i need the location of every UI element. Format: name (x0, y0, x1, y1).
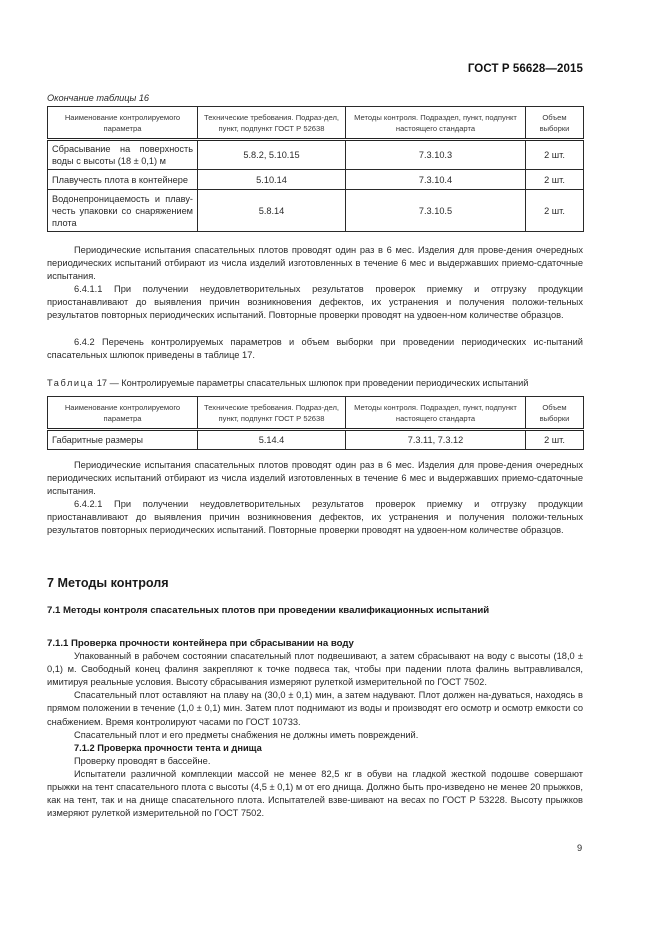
cell-param: Сбрасывание на поверхность воды с высоты (18 ± 0,1) м (48, 140, 198, 170)
table-header-row (48, 107, 584, 140)
column-header: Объем выборки (526, 397, 584, 430)
cell-method: 7.3.10.3 (346, 140, 526, 170)
paragraph (47, 498, 583, 537)
paragraph (47, 650, 583, 689)
paragraph-text: Периодические испытания спасательных плотов проводят один раз в 6 мес. Изделия для прове-дения очередных периодических испытаний отбирают из числа изделий изготовленных в течение 6 мес и выдержавших приемо-сдаточные испытания. (47, 460, 583, 497)
paragraph (47, 459, 583, 498)
paragraph-text: 6.4.2 Перечень контролируемых параметров и объем выборки при проведении периодических ис-пытаний спасательных шлюпок приведены в таблице 17. (47, 337, 583, 361)
cell-qty: 2 шт. (526, 190, 584, 232)
paragraph (47, 689, 583, 728)
paragraph-text: 6.4.2.1 При получении неудовлетворительных результатов проверок приемку и отгрузку продукции приостанавливают до выявления причин возникновения дефектов, их устранения и получения положи-тельных результатов повторных периодических испытаний. Повторные проверки проводят на удвоен-ном количестве образцов. (47, 499, 583, 536)
column-header: Методы контроля. Подраздел, пункт, подпункт настоящего стандарта (346, 107, 526, 140)
subsection-heading: 7.1.2 Проверка прочности тента и днища (74, 742, 262, 753)
table-header-row (48, 397, 584, 430)
paragraph-text: Периодические испытания спасательных плотов проводят один раз в 6 мес. Изделия для прове-дения очередных периодических испытаний отбирают из числа изделий изготовленных в течение 6 мес и выдержавших приемо-сдаточные испытания. (47, 245, 583, 282)
paragraph (47, 336, 583, 362)
table17-title: 17 — Контролируемые параметры спасательных шлюпок при проведении периодических испытаний (96, 378, 529, 388)
paragraph (47, 244, 583, 283)
column-header: Методы контроля. Подраздел, пункт, подпункт настоящего стандарта (346, 397, 526, 430)
cell-method: 7.3.11, 7.3.12 (346, 430, 526, 450)
cell-method: 7.3.10.4 (346, 170, 526, 190)
table17-label: Таблица (47, 378, 95, 388)
paragraph (47, 729, 583, 742)
paragraph-text: Испытатели различной комплекции массой не менее 82,5 кг в обуви на гладкой жесткой подошве совершают прыжки на тент спасательного плота с высоты (4,5 ± 0,1) м от его днища. Должно быть про-изведено не менее 20 прыжков, как на тент, так и на днище спасательного плота. Испытателей взве-шивают на весах по ГОСТ Р 53228. Высоту прыжков измеряют рулеткой измерительной по ГОСТ 7502. (47, 768, 583, 819)
column-header: Наименование контролируемого параметра (48, 107, 198, 140)
table-row (48, 170, 584, 190)
paragraph (47, 755, 583, 768)
table17 (47, 396, 584, 450)
paragraph-text: Упакованный в рабочем состоянии спасательный плот подвешивают, а затем сбрасывают на воду с высоты (18,0 ± 0,1) м. Свободный конец фалиня закрепляют к точке подвеса так, чтобы при падении плота фалинь вытравливался, имитируя реальные условия. Высоту сбрасывания измеряют рулеткой измерительной по ГОСТ 7502. (47, 651, 583, 688)
paragraph (47, 768, 583, 820)
cell-qty: 2 шт. (526, 430, 584, 450)
cell-qty: 2 шт. (526, 140, 584, 170)
cell-method: 7.3.10.5 (346, 190, 526, 232)
cell-req: 5.10.14 (198, 170, 346, 190)
subsection-7-1-1 (47, 637, 583, 820)
paragraph-text: Проверку проводят в бассейне. (74, 755, 211, 766)
table-row (48, 430, 584, 450)
section-heading: 7 Методы контроля (47, 576, 169, 590)
cell-req: 5.8.14 (198, 190, 346, 232)
cell-req: 5.8.2, 5.10.15 (198, 140, 346, 170)
page-number: 9 (577, 843, 583, 853)
paragraph-text: Спасательный плот и его предметы снабжения не должны иметь повреждений. (74, 729, 419, 740)
paragraph-text: 6.4.1.1 При получении неудовлетворительных результатов проверок приемку и отгрузку продукции приостанавливают до выявления причин возникновения дефектов, их устранения и получения положи-тельных результатов повторных периодических испытаний. Повторные проверки проводят на удвоен-ном количестве образцов. (47, 284, 583, 321)
cell-req: 5.14.4 (198, 430, 346, 450)
table16 (47, 106, 584, 232)
paragraph (47, 283, 583, 322)
cell-param: Плавучесть плота в контейнере (48, 170, 198, 190)
subsection-heading: 7.1 Методы контроля спасательных плотов при проведении квалификационных испытаний (47, 605, 490, 616)
table-row (48, 190, 584, 232)
subsection-heading: 7.1.1 Проверка прочности контейнера при сбрасывании на воду (47, 638, 354, 649)
table17-caption (47, 378, 528, 388)
paragraph-text: Спасательный плот оставляют на плаву на (30,0 ± 0,1) мин, а затем надувают. Плот должен на-дуваться, находясь в прямом положении в течение (1,0 ± 0,1) мин. Затем плот поднимают из воды и производят его осмотр и осмотр емкости со снабжением. Время контролируют часами по ГОСТ 10733. (47, 690, 583, 727)
cell-param: Водонепроницаемость и плаву-честь упаковки со снаряжением плота (48, 190, 198, 232)
document-code: ГОСТ Р 56628—2015 (467, 63, 583, 75)
column-header: Объем выборки (526, 107, 584, 140)
cell-qty: 2 шт. (526, 170, 584, 190)
table16-caption: Окончание таблицы 16 (47, 93, 150, 103)
column-header: Наименование контролируемого параметра (48, 397, 198, 430)
column-header: Технические требования. Подраз-дел, пункт, подпункт ГОСТ Р 52638 (198, 107, 346, 140)
cell-param: Габаритные размеры (48, 430, 198, 450)
column-header: Технические требования. Подраз-дел, пункт, подпункт ГОСТ Р 52638 (198, 397, 346, 430)
table-row (48, 140, 584, 170)
